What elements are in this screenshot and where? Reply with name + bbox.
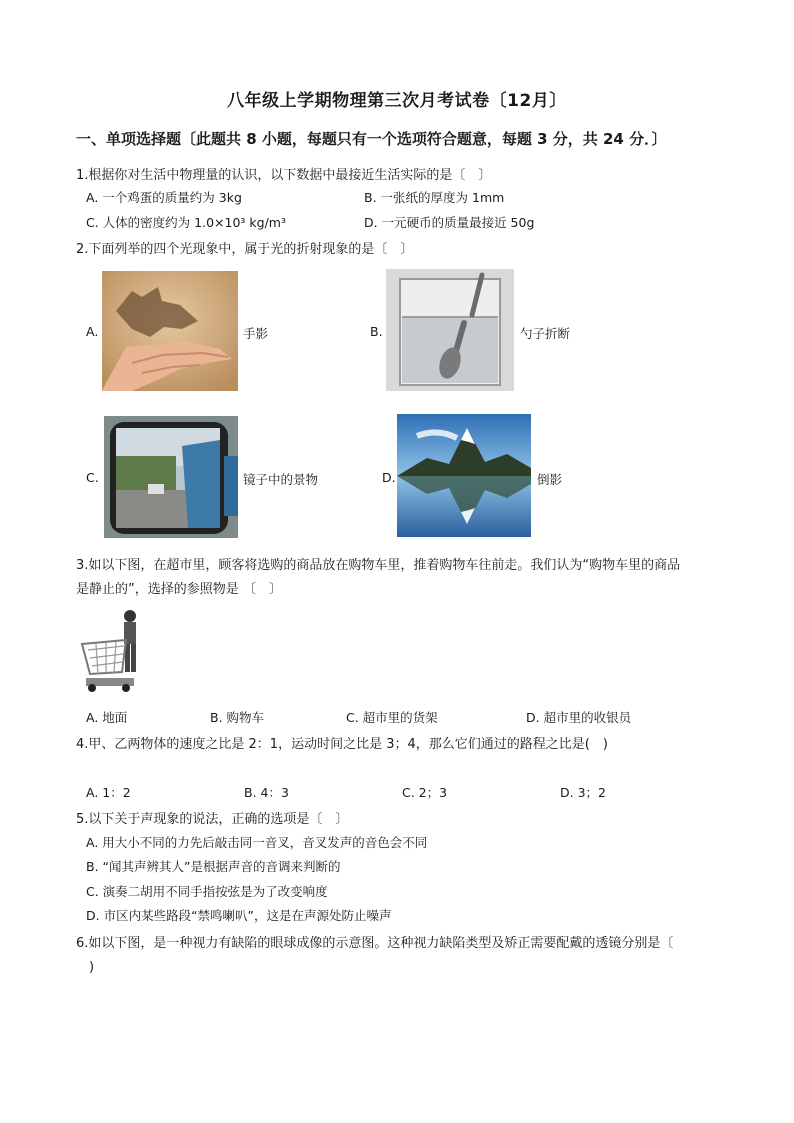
question-1-option-d: D. 一元硬币的质量最接近 50g (364, 215, 535, 230)
question-1-option-c: C. 人体的密度约为 1.0×10³ kg/m³ (86, 215, 286, 230)
question-3-option-a: A. 地面 (86, 710, 128, 725)
question-2-stem: 2.下面列举的四个光现象中，属于光的折射现象的是〔 〕 (76, 242, 414, 257)
question-6-stem-line1: 6.如以下图，是一种视力有缺陷的眼球成像的示意图。这种视力缺陷类型及矫正需要配戴的透镜分别是〔 (76, 936, 674, 951)
question-3-option-d: D. 超市里的收银员 (526, 710, 632, 725)
question-4-option-d: D. 3；2 (560, 785, 606, 800)
question-4-stem: 4.甲、乙两物体的速度之比是 2：1，运动时间之比是 3；4，那么它们通过的路程之比是( ) (76, 737, 608, 752)
shopping-cart-image (78, 606, 148, 696)
question-5-option-c: C. 演奏二胡用不同手指按弦是为了改变响度 (86, 884, 328, 899)
question-3-stem-line2: 是静止的”，选择的参照物是 〔 〕 (76, 582, 282, 597)
question-1-option-b: B. 一张纸的厚度为 1mm (364, 190, 505, 205)
question-5-option-d: D. 市区内某些路段“禁鸣喇叭”，这是在声源处防止噪声 (86, 908, 392, 923)
question-1-stem: 1.根据你对生活中物理量的认识，以下数据中最接近生活实际的是〔 〕 (76, 168, 492, 183)
question-6-stem-line2: ) (76, 960, 95, 975)
question-4-option-b: B. 4：3 (244, 785, 289, 800)
question-2-option-c-letter: C. (86, 470, 99, 485)
question-3-option-b: B. 购物车 (210, 710, 265, 725)
question-5-option-a: A. 用大小不同的力先后敲击同一音叉，音叉发声的音色会不同 (86, 835, 428, 850)
question-2-option-b-label: 勺子折断 (520, 326, 571, 341)
question-1-option-a: A. 一个鸡蛋的质量约为 3kg (86, 190, 242, 205)
question-4-option-a: A. 1：2 (86, 785, 131, 800)
car-mirror-image (104, 416, 238, 538)
section-heading: 一、单项选择题〔此题共 8 小题，每题只有一个选项符合题意，每题 3 分，共 24 分．〕 (76, 130, 667, 148)
spoon-in-glass-image (386, 269, 514, 391)
question-2-option-d-label: 倒影 (537, 472, 563, 487)
question-2-option-d-letter: D. (382, 470, 396, 485)
page-title: 八年级上学期物理第三次月考试卷〔12月〕 (227, 91, 567, 111)
hand-shadow-image (102, 271, 238, 391)
question-5-stem: 5.以下关于声现象的说法，正确的选项是〔 〕 (76, 812, 349, 827)
question-2-option-a-label: 手影 (243, 326, 269, 341)
question-2-option-c-label: 镜子中的景物 (243, 472, 319, 487)
question-2-option-a-letter: A. (86, 324, 99, 339)
question-3-stem-line1: 3.如以下图，在超市里，顾客将选购的商品放在购物车里，推着购物车往前走。我们认为“购物车里的商品 (76, 558, 681, 573)
question-3-option-c: C. 超市里的货架 (346, 710, 438, 725)
question-5-option-b: B. “闻其声辨其人”是根据声音的音调来判断的 (86, 859, 341, 874)
mountain-reflection-image (397, 414, 531, 537)
question-2-option-b-letter: B. (370, 324, 383, 339)
question-4-option-c: C. 2；3 (402, 785, 448, 800)
